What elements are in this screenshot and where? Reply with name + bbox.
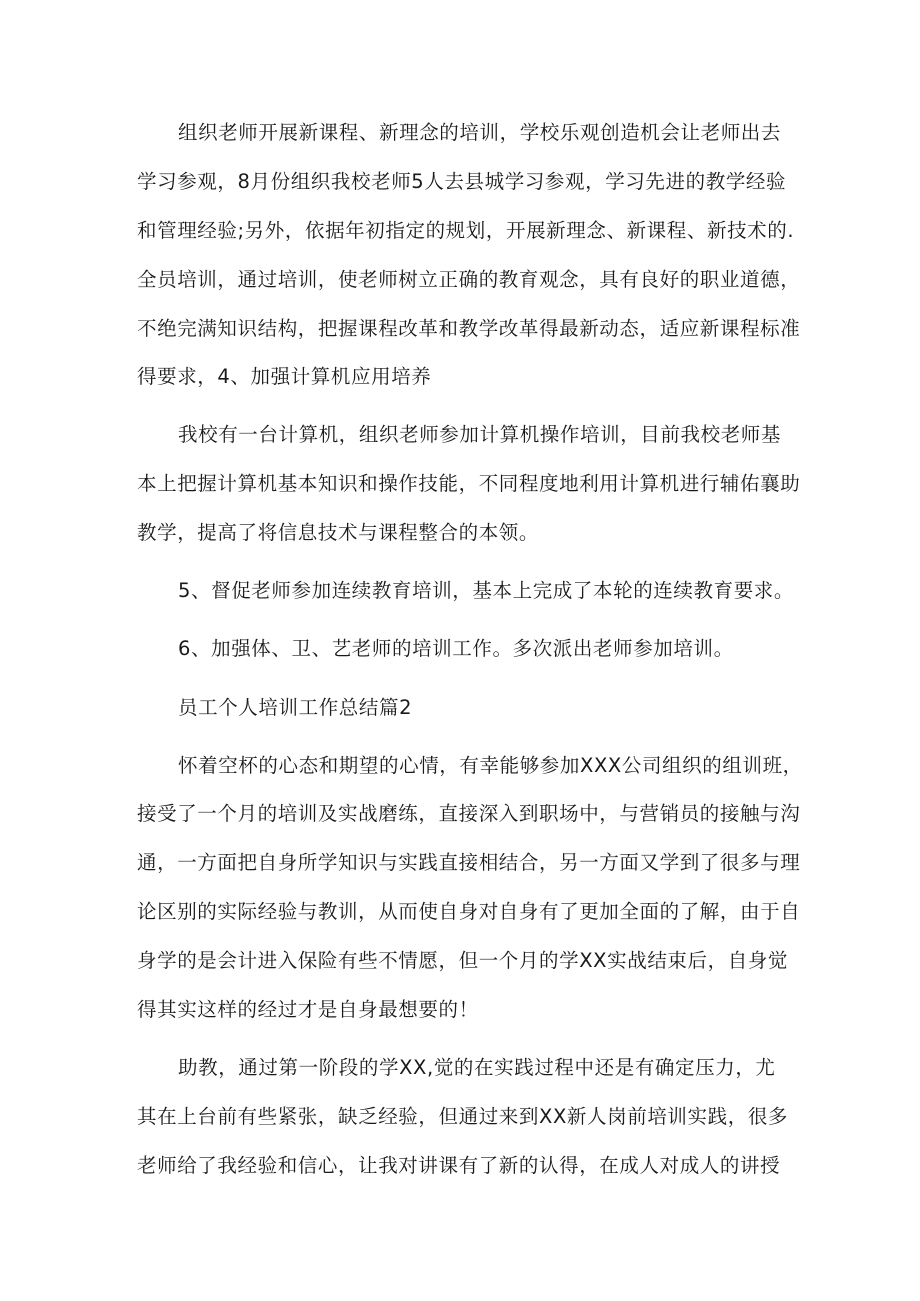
text-line: 本上把握计算机基本知识和操作技能，不同程度地利用计算机进行辅佑襄助 xyxy=(137,472,801,495)
text-line: 和管理经验;另外，依据年初指定的规划，开展新理念、新课程、新技术的. xyxy=(137,219,795,242)
section-heading: 员工个人培训工作总结篇2 xyxy=(178,696,413,719)
text-line: 我校有一台计算机，组织老师参加计算机操作培训，目前我校老师基 xyxy=(178,423,782,446)
text-line: 助教，通过第一阶段的学XX,觉的在实践过程中还是有确定压力，尤 xyxy=(178,1056,776,1079)
text-line: 不绝完满知识结构，把握课程改革和教学改革得最新动态，适应新课程标准 xyxy=(137,317,801,340)
text-line: 教学，提高了将信息技术与课程整合的本领。 xyxy=(137,521,540,544)
text-line: 得其实这样的经过才是自身最想要的！ xyxy=(137,998,479,1021)
text-line: 通，一方面把自身所学知识与实践直接相结合，另一方面又学到了很多与理 xyxy=(137,851,801,874)
text-line: 论区别的实际经验与教训，从而使自身对自身有了更加全面的了解，由于自 xyxy=(137,900,801,923)
text-line: 得要求，4、加强计算机应用培养 xyxy=(137,365,432,388)
text-line: 6、加强体、卫、艺老师的培训工作。多次派出老师参加培训。 xyxy=(178,637,734,660)
text-line: 5、督促老师参加连续教育培训，基本上完成了本轮的连续教育要求。 xyxy=(178,579,795,602)
text-line: 其在上台前有些紧张，缺乏经验，但通过来到XX新人岗前培训实践，很多 xyxy=(137,1105,789,1128)
text-line: 接受了一个月的培训及实战磨练，直接深入到职场中，与营销员的接触与沟 xyxy=(137,802,801,825)
text-line: 怀着空杯的心态和期望的心情，有幸能够参加XXX公司组织的组训班， xyxy=(178,754,803,777)
text-line: 全员培训，通过培训，使老师树立正确的教育观念，具有良好的职业道德， xyxy=(137,268,801,291)
text-line: 老师给了我经验和信心，让我对讲课有了新的认得，在成人对成人的讲授 xyxy=(137,1154,781,1177)
text-line: 组织老师开展新课程、新理念的培训，学校乐观创造机会让老师出去 xyxy=(178,121,782,144)
text-line: 身学的是会计进入保险有些不情愿，但一个月的学XX实战结束后，自身觉 xyxy=(137,949,789,972)
text-line: 学习参观，8月份组织我校老师5人去县城学习参观，学习先进的教学经验 xyxy=(137,170,787,193)
